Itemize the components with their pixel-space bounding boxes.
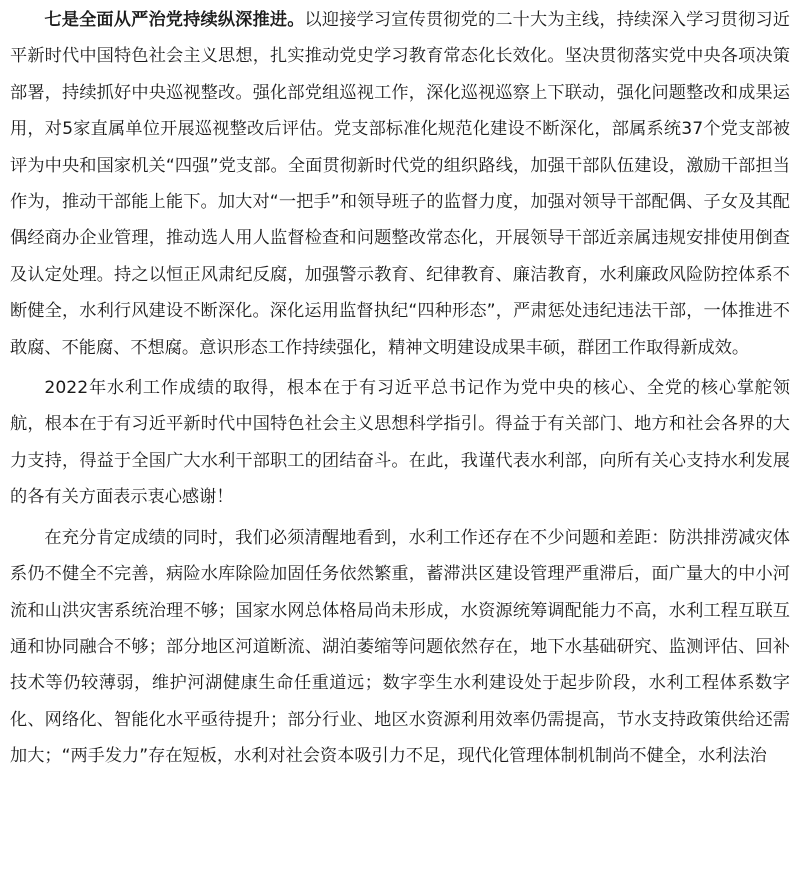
document-body — [10, 0, 790, 775]
paragraph-party-governance — [10, 2, 790, 366]
paragraph-problems-and-gaps — [10, 520, 790, 775]
paragraph-text: 2022年水利工作成绩的取得，根本在于有习近平总书记作为党中央的核心、全党的核心掌舵领航，根本在于有习近平新时代中国特色社会主义思想科学指引。得益于有关部门、地方和社会各界的大力支持，得益于全国广大水利干部职工的团结奋斗。在此，我谨代表水利部，向所有关心支持水利发展的各有关方面表示衷心感谢！ — [10, 378, 790, 508]
paragraph-text: 以迎接学习宣传贯彻党的二十大为主线，持续深入学习贯彻习近平新时代中国特色社会主义思想，扎实推动党史学习教育常态化长效化。坚决贯彻落实党中央各项决策部署，持续抓好中央巡视整改。强化部党组巡视工作，深化巡视巡察上下联动，强化问题整改和成果运用，对5家直属单位开展巡视整改后评估。党支部标准化规范化建设不断深化，部属系统37个党支部被评为中央和国家机关“四强”党支部。全面贯彻新时代党的组织路线，加强干部队伍建设，激励干部担当作为，推动干部能上能下。加大对“一把手”和领导班子的监督力度，加强对领导干部配偶、子女及其配偶经商办企业管理，推动选人用人监督检查和问题整改常态化，开展领导干部近亲属违规安排使用倒查及认定处理。持之以恒正风肃纪反腐，加强警示教育、纪律教育、廉洁教育，水利廉政风险防控体系不断健全，水利行风建设不断深化。深化运用监督执纪“四种形态”，严肃惩处违纪违法干部，一体推进不敢腐、不能腐、不想腐。意识形态工作持续强化，精神文明建设成果丰硕，群团工作取得新成效。 — [10, 10, 790, 358]
paragraph-achievements-2022 — [10, 370, 790, 516]
paragraph-lead-heading: 七是全面从严治党持续纵深推进。 — [44, 10, 305, 30]
paragraph-text: 在充分肯定成绩的同时，我们必须清醒地看到，水利工作还存在不少问题和差距：防洪排涝减灾体系仍不健全不完善，病险水库除险加固任务依然繁重，蓄滞洪区建设管理严重滞后，面广量大的中小河流和山洪灾害系统治理不够；国家水网总体格局尚未形成，水资源统筹调配能力不高，水利工程互联互通和协同融合不够；部分地区河道断流、湖泊萎缩等问题依然存在，地下水基础研究、监测评估、回补技术等仍较薄弱，维护河湖健康生命任重道远；数字孪生水利建设处于起步阶段，水利工程体系数字化、网络化、智能化水平亟待提升；部分行业、地区水资源利用效率仍需提高，节水支持政策供给还需加大；“两手发力”存在短板，水利对社会资本吸引力不足，现代化管理体制机制尚不健全，水利法治 — [10, 527, 790, 767]
